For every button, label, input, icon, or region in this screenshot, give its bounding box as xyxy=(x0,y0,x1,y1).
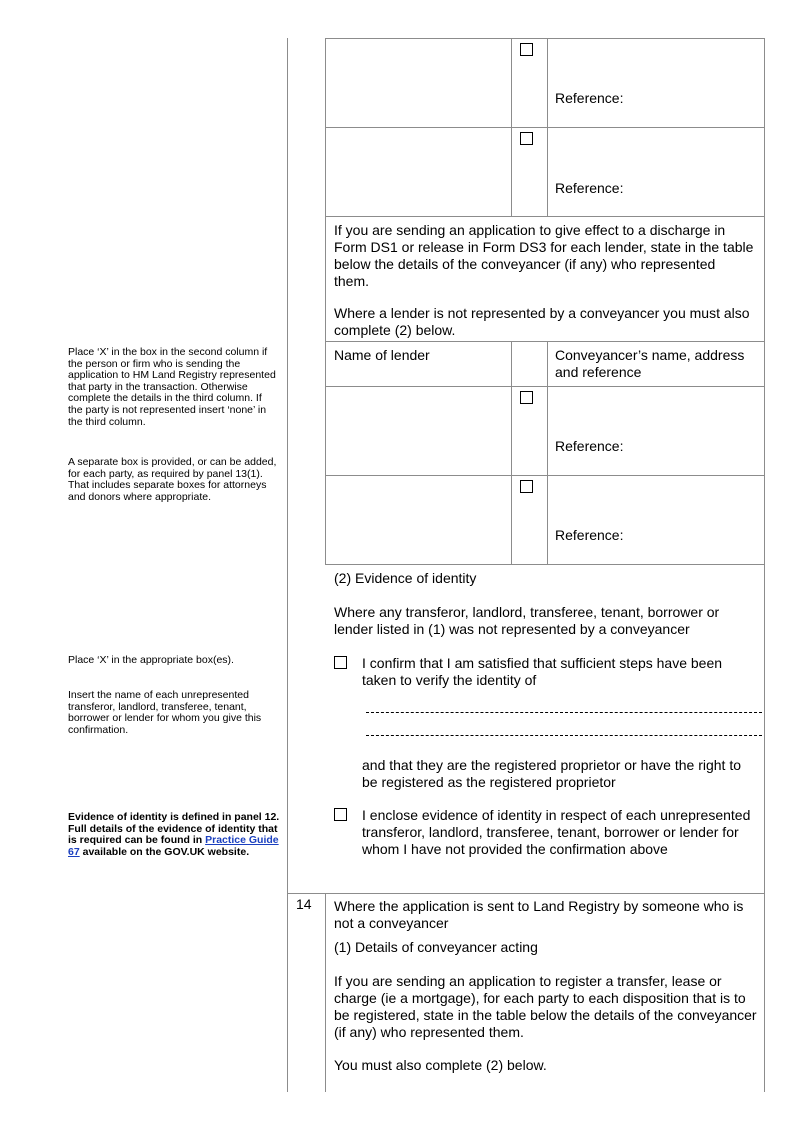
lender-table-col1 xyxy=(511,341,512,564)
top-row1-checkbox[interactable] xyxy=(520,43,533,56)
evidence-option2-checkbox[interactable] xyxy=(334,808,347,821)
lender-table-header-name: Name of lender xyxy=(334,347,430,363)
top-row2-reference-label: Reference: xyxy=(555,180,624,196)
unrepresented-names-line-1[interactable] xyxy=(366,712,762,713)
top-row2-checkbox[interactable] xyxy=(520,132,533,145)
lender-table-row-divider xyxy=(325,475,764,476)
practice-guide-67-link[interactable]: Practice Guide 67 xyxy=(68,834,279,858)
sidebar-note-evidence-suffix: available on the GOV.UK website. xyxy=(82,845,250,858)
panel14-number: 14 xyxy=(296,896,312,912)
evidence-title: (2) Evidence of identity xyxy=(334,570,477,586)
unrepresented-names-line-2[interactable] xyxy=(366,735,762,736)
top-table-top xyxy=(325,38,764,39)
lender-table-header-divider xyxy=(325,386,764,387)
content-right-rule xyxy=(764,38,765,1092)
evidence-option1-text: I confirm that I am satisfied that sufficient steps have been taken to verify the identity of xyxy=(362,655,723,688)
sidebar-note-insert-name: Insert the name of each unrepresented transferor, landlord, transferee, tenant, borrower or lender for whom you give this confirmation. xyxy=(68,689,262,736)
evidence-intro: Where any transferor, landlord, transferee, tenant, borrower or lender listed in (1) was not represented by a conveyancer xyxy=(334,604,720,637)
lender-row1-checkbox[interactable] xyxy=(520,391,533,404)
lender-table-col2 xyxy=(547,341,548,564)
lender-table-top xyxy=(325,341,764,342)
top-table-row-divider xyxy=(325,127,764,128)
panel-left-rule xyxy=(287,38,288,1092)
sidebar-note-place-x-second-column: Place ‘X’ in the box in the second column if the person or firm who is sending the application to HM Land Registry represented that party in the transaction. Otherwise complete the details in the third column. If the party is not represented insert ‘none’ in the third column. xyxy=(68,346,276,428)
content-left-rule-top xyxy=(325,38,326,564)
panel14-subheading: (1) Details of conveyancer acting xyxy=(334,939,538,955)
evidence-option1-continuation: and that they are the registered proprietor or have the right to be registered as the registered proprietor xyxy=(362,757,742,790)
lender-row1-reference-label: Reference: xyxy=(555,438,624,454)
sidebar-note-place-x-boxes: Place ‘X’ in the appropriate box(es). xyxy=(68,654,234,666)
top-table-bottom xyxy=(325,216,764,217)
lender-table-header-conveyancer: Conveyancer’s name, address and reference xyxy=(555,347,745,380)
lender-row2-reference-label: Reference: xyxy=(555,527,624,543)
lender-row2-checkbox[interactable] xyxy=(520,480,533,493)
top-row1-reference-label: Reference: xyxy=(555,90,624,106)
evidence-option2-text: I enclose evidence of identity in respect of each unrepresented transferor, landlord, transferee, tenant, borrower or lender for whom I have not provided the confirmation above xyxy=(362,807,751,857)
sidebar-note-evidence-definition xyxy=(68,812,280,858)
lender-intro-para2: Where a lender is not represented by a conveyancer you must also complete (2) below. xyxy=(334,305,750,338)
sidebar-note-evidence-prefix: Evidence of identity is defined in panel 12. Full details of the evidence of identity that is required can be found in xyxy=(68,811,280,847)
content-left-rule-bottom xyxy=(325,893,326,1092)
evidence-option1-checkbox[interactable] xyxy=(334,656,347,669)
lender-intro-para1: If you are sending an application to give effect to a discharge in Form DS1 or release in Form DS3 for each lender, state in the table below the details of the conveyancer (if any) who represented them. xyxy=(334,222,754,289)
lender-table-bottom xyxy=(325,564,764,565)
panel14-paragraph2: You must also complete (2) below. xyxy=(334,1057,547,1073)
panel14-top-rule xyxy=(287,893,764,894)
sidebar-note-separate-box: A separate box is provided, or can be added, for each party, as required by panel 13(1). That includes separate boxes for attorneys and donors where appropriate. xyxy=(68,456,277,503)
panel14-heading: Where the application is sent to Land Registry by someone who is not a conveyancer xyxy=(334,898,744,931)
panel14-paragraph: If you are sending an application to register a transfer, lease or charge (ie a mortgage), for each party to each disposition that is to be registered, state in the table below the details of the conveyancer (if any) who represented them. xyxy=(334,973,757,1040)
